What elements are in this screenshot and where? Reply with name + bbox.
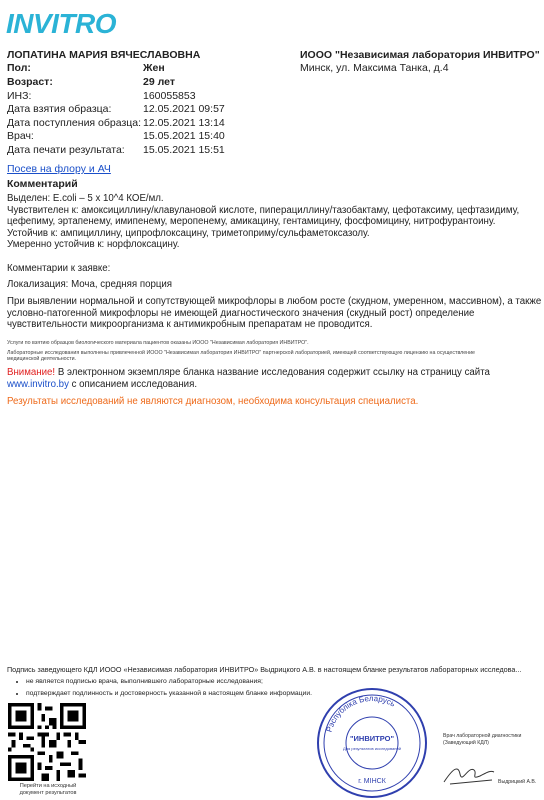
qr-caption — [10, 783, 86, 796]
small-print-line: медицинской деятельности. — [7, 356, 77, 362]
age-value: 29 лет — [143, 76, 175, 88]
result-line: Умеренно устойчив к: норфлоксацину. — [7, 239, 180, 250]
site-text: с описанием исследования. — [71, 378, 198, 390]
result-text — [7, 193, 542, 251]
note-line: чувствительности микроорганизма к антимикробным препаратам не проводится. — [7, 319, 373, 330]
qr-caption-line: Перейти на исходный — [19, 783, 77, 789]
signature-bullets — [8, 676, 312, 700]
svg-text:Рэспубліка Беларусь — [325, 694, 397, 733]
note-line: условно-патогенной микрофлоры не имеющей диагностического значения (скудный рост) определение — [7, 307, 475, 319]
sample-received-label: Дата поступления образца: — [7, 117, 142, 129]
inz-value: 160055853 — [143, 90, 196, 102]
stamp-bottom-text: г. МІНСК — [358, 778, 386, 785]
signature-bullet: • подтверждает подлинность и достоверность указанной в настоящем бланке информации. — [26, 688, 312, 700]
sample-taken-label: Дата взятия образца: — [7, 103, 112, 115]
inz-label: ИНЗ: — [7, 90, 32, 102]
result-line: Устойчив к: ампициллину, ципрофлоксацину, триметоприму/сульфаметоксазолу. — [7, 227, 370, 239]
print-date-value: 15.05.2021 15:51 — [143, 144, 225, 156]
role-line: (Заведующий КДЛ) — [443, 740, 489, 746]
doctor-value: 15.05.2021 15:40 — [143, 130, 225, 142]
localization: Локализация: Моча, средняя порция — [7, 279, 173, 290]
sex-value: Жен — [143, 62, 165, 74]
stamp-top-text: Рэспубліка Беларусь — [324, 693, 397, 734]
invitro-logo: INVITRO — [6, 8, 117, 39]
handwritten-signature-icon — [440, 760, 498, 788]
attention-text: В электронном экземпляре бланка название исследования содержит ссылку на страницу сайта — [55, 367, 490, 378]
attention-word: Внимание! — [7, 367, 56, 378]
result-line: Выделен: E.coli – 5 х 10^4 КОЕ/мл. — [7, 193, 164, 204]
small-print-line: Услуги по взятию образцов биологического материала пациентов оказаны ИООО "Независимая лаборатория ИНВИТРО". — [7, 340, 309, 346]
site-link[interactable]: www.invitro.by — [7, 378, 69, 390]
role-line: Врач лабораторной диагностики — [443, 733, 522, 739]
signature-intro: Подпись заведующего КДЛ ИООО «Независимая лаборатория ИНВИТРО» Выдрицкого А.В. в настоящем бланке результатов лабораторных исследова... — [7, 665, 522, 674]
qr-code-icon[interactable] — [8, 703, 86, 781]
qr-caption-line: документ результатов — [19, 789, 77, 796]
lab-stamp-seal — [310, 683, 434, 800]
test-name-link[interactable]: Посев на флору и АЧ — [7, 163, 111, 175]
sex-label: Пол: — [7, 62, 31, 74]
sample-received-value: 12.05.2021 13:14 — [143, 117, 225, 129]
diagnosis-warning: Результаты исследований не являются диагнозом, необходима консультация специалиста. — [7, 396, 419, 407]
note-line: При выявлении нормальной и сопутствующей микрофлоры в любом росте (скудном, умеренном, массивном), а также — [7, 296, 542, 307]
small-print-line: Лабораторные исследования выполнены привлеченной ИООО "Независимая лаборатория ИНВИТРО" партнерской лабораторией, имеющей соответствующую лицензию на осуществление — [7, 349, 475, 356]
age-label: Возраст: — [7, 76, 53, 88]
stamp-center-text: "ИНВИТРО" — [349, 734, 395, 743]
result-line: Чувствителен к: амоксициллину/клавулановой кислоте, пиперациллину/тазобактаму, цефотаксиму, цефтазидиму, — [7, 204, 520, 216]
print-date-label: Дата печати результата: — [7, 144, 125, 156]
order-comments-heading: Комментарии к заявке: — [7, 263, 111, 274]
stamp-sub-text: Для результатов исследований — [343, 746, 401, 751]
doctor-label: Врач: — [7, 130, 34, 142]
lab-name: ИООО "Независимая лаборатория ИНВИТРО" — [300, 49, 540, 61]
signer-role — [443, 733, 521, 747]
order-note — [7, 296, 542, 331]
comment-heading: Комментарий — [7, 178, 78, 190]
signature-bullet: • не является подписью врача, выполнившего лабораторные исследования; — [26, 676, 312, 688]
sample-taken-value: 12.05.2021 09:57 — [143, 103, 225, 115]
lab-address: Минск, ул. Максима Танка, д.4 — [300, 62, 449, 74]
patient-name: ЛОПАТИНА МАРИЯ ВЯЧЕСЛАВОВНА — [7, 49, 201, 61]
result-line: цефепиму, эртапенему, имипенему, меропенему, амикацину, гентамицину, фосфомицину, нитрофурантоину. — [7, 216, 496, 227]
signer-name: Выдрицкий А.В. — [498, 779, 537, 785]
service-small-print — [7, 340, 542, 363]
electronic-copy-notice — [7, 367, 542, 390]
